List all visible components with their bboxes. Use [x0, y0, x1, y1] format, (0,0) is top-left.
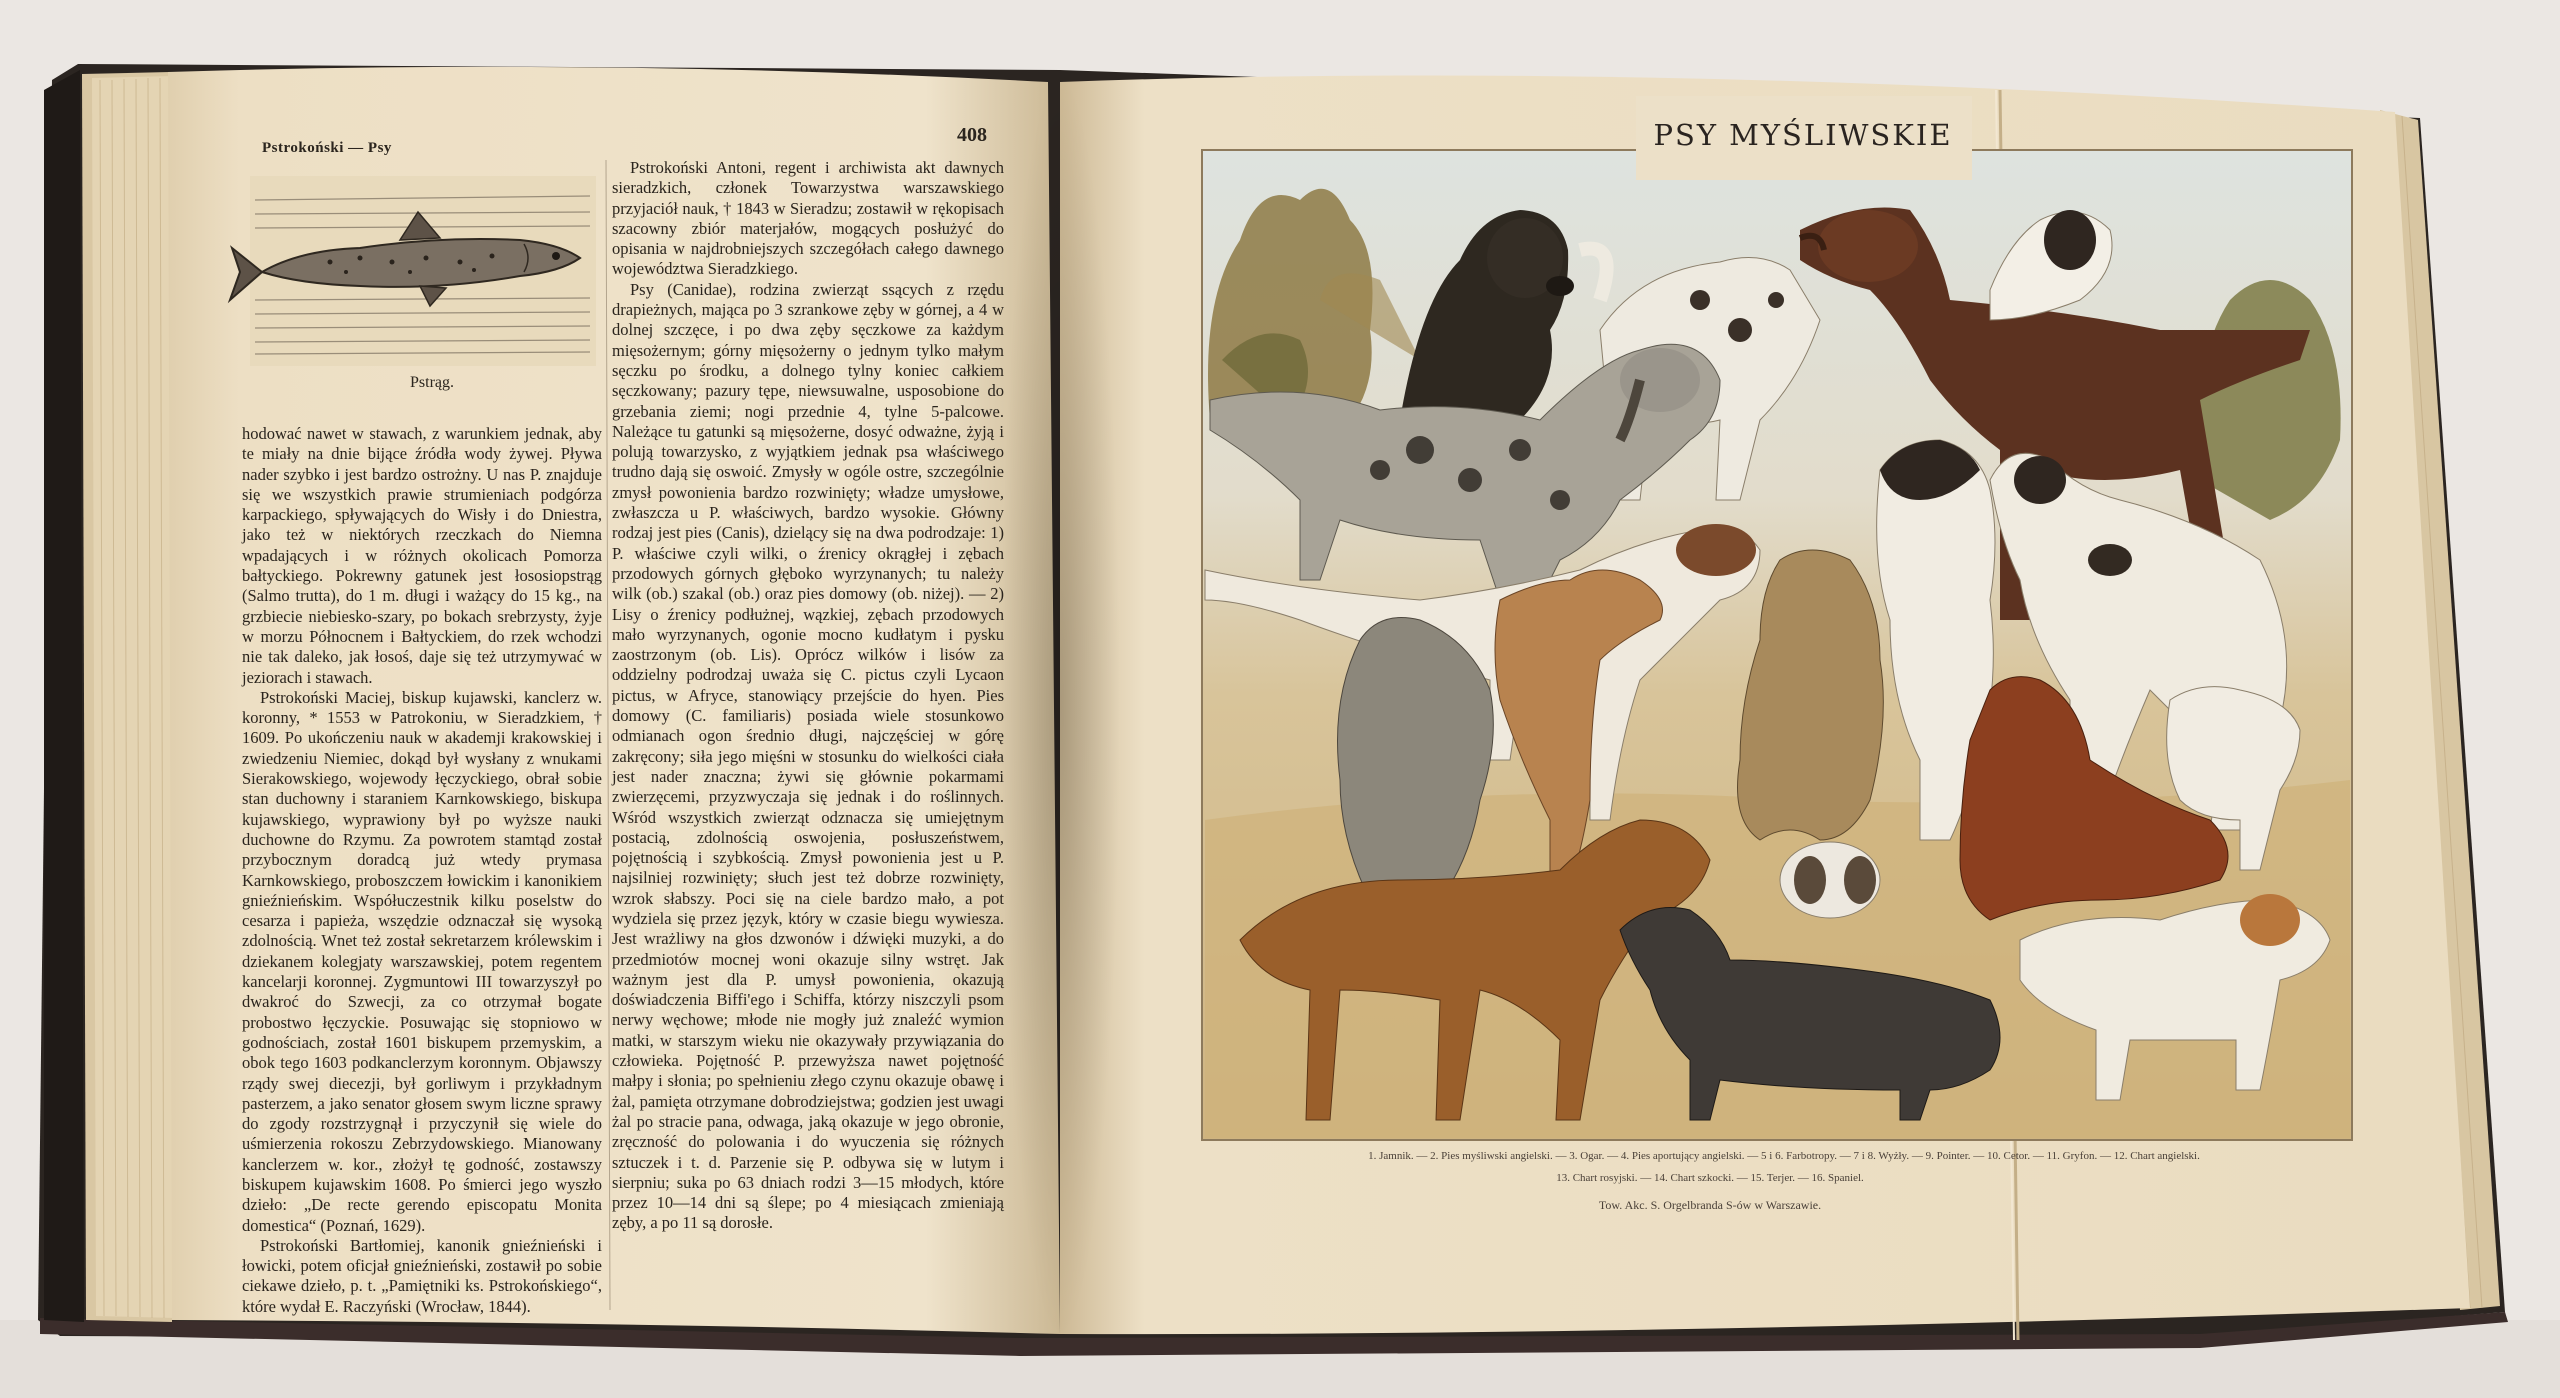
dog-hound-white-face [1780, 842, 1880, 918]
hunting-dogs-plate [1202, 96, 2352, 1140]
left-page-edges [82, 72, 176, 1322]
right-column-text [612, 158, 1004, 1308]
left-column-text [242, 424, 602, 1316]
plate-legend-line-1: 1. Jamnik. — 2. Pies myśliwski angielski. — 3. Ogar. — 4. Pies aportujący angielski. — 5 i 6. Farbotropy. — 7 i 8. Wyżły. — 9. Pointer. — 10. Cetor. — 11. Gryfon. — 12. Chart angielski. [1368, 1150, 2200, 1162]
page-number: 408 [957, 124, 987, 146]
plate-publisher: Tow. Akc. S. Orgelbranda S-ów w Warszawie. [1598, 1198, 1822, 1212]
trout-illustration [230, 176, 596, 366]
running-head: Pstrokoński — Psy [262, 140, 392, 156]
gutter-shadow [1000, 70, 1120, 1340]
paragraph-psy: Psy (Canidae), rodzina zwierząt ssących z rzędu drapieżnych, mająca po 3 szrankowe zęby w górnej, a 4 w dolnej szczęce, i po dwa zęby sęczkowe za każdym mięsożernym; górny mięsożerny o jednym tylko małym sęczku po środku, a dolnego tylny koniec całkiem sęczkowany; pazury tępe, niewsuwalne, usposobione do grzebania ziemi; nogi przednie 4, tylne 5-palcowe. Należące tu gatunki są mięsożerne, dosyć odważne, żyją i polują towarzysko, z wyjątkiem jednak psa właściwego trudno dają się oswoić. Zmysły w ogóle ostre, szczególnie zmysł powonienia bardzo rozwinięty; władze umysłowe, zwłaszcza u P. właściwych, bardzo wysokie. Główny rodzaj jest pies (Canis), dzielący się na dwa podrodzaje: 1) P. właściwe czyli wilki, o źrenicy okrągłej i zębach przodowych górnych głęboko wyrzynanych; tu należy wilk (ob.) szakal (ob.) oraz pies domowy (ob. niżej). — 2) Lisy o źrenicy podłużnej, wązkiej, zębach przodowych mało wyrzynanych, ogonie mocno kudłatym i pysku zaostrzonym (ob. Lis). Oprócz wilków i lisów za oddzielny podrodzaj uważa się C. pictus czyli Lycaon pictus, w Afryce, stanowiący przejście do hyen. Pies domowy (C. familiaris) posiada wiele stosunkowo odmianach ogon średnio długi, najczęściej w górę zakręcony; siła jego mięśni w stosunku do wielkości ciała jest nader znaczna; żywi się głównie pokarmami zwierzęcemi, przyzwyczaja się jednak i do roślinnych. Wśród wszystkich zwierząt odznacza się umiejętnym postacią, zdolnością oswojenia, posłuszeństwem, pojętnością i szybkością. Zmysł powonienia jest u P. najsilniej rozwinięty; słuch jest też dobrze rozwinięty, wzrok słabszy. Poci się na ciele bardzo mało, a pot wydziela się przez język, który w czasie biegu wywiesza. Jest wrażliwy na głos dzwonów i dźwięki muzyki, a do przedmiotów mocnej woni okazuje silny wstręt. Jak ważnym jest dla P. umysł powonienia, okazują doświadczenia Biffi'ego i Schiffa, którzy niszczyli psom nerwy węchowe; młode nie mogły już znaleźć wymion matki, w starszym wieku nie okazywały przywiązania do człowieka. Pojętność P. przewyższa nawet pojętność małpy i słonia; po spełnieniu złego czynu okazuje obawę i żal, pamięta otrzymane dobrodziejstwa; godzien jest uwagi żal po stracie pana, odwaga, jaką okazuje w jego obronie, zręczność do polowania i do wyuczenia się różnych sztuczek i t. d. Parzenie się P. odbywa się w lutym i sierpniu; suka po 63 dniach rodzi 3—15 młodych, które przez 10—14 dni są ślepe; po 4 miesiącach zmieniają zęby, a po 11 są dorosłe. [612, 279, 1004, 1233]
fish-caption: Pstrąg. [410, 374, 454, 391]
plate-title: PSY MYŚLIWSKIE [1653, 118, 1953, 152]
paragraph-antoni: Pstrokoński Antoni, regent i archiwista akt dawnych sieradzkich, członek Towarzystwa warszawskiego przyjaciół nauk, † 1843 w Sieradzu; zostawił w rękopisach szacowny zbiór materjałów, mogących posłużyć do opisania w najdrobniejszych szczegółach całego dawnego województwa Sieradzkiego. [612, 158, 1004, 279]
paragraph-bartlomiej: Pstrokoński Bartłomiej, kanonik gnieźnieński i łowicki, potem oficjał gnieźnieński, zostawił po sobie ciekawe dzieło, p. t. „Pamiętniki ks. Pstrokońskiego“, które wydał E. Raczyński (Wrocław, 1844). [242, 1235, 602, 1316]
paragraph-trout: hodować nawet w stawach, z warunkiem jednak, aby te miały na dnie bijące źródła wody żywej. Pływa nader szybko i jest bardzo ostrożny. U nas P. znajduje się we wszystkich prawie strumieniach podgórza karpackiego, spływających do Wisły i do Dniestra, jako też w niektórych rzeczkach do Niemna wpadających i w różnych okolicach Pomorza bałtyckiego. Pokrewny gatunek jest łososiopstrąg (Salmo trutta), do 1 m. długi i ważący do 15 kg., na grzbiecie niebiesko-szary, po bokach srebrzysty, żyje w morzu Północnem i Bałtyckiem, do rzek wchodzi nie tak daleko, jak łosoś, daje się też utrzymywać w jeziorach i stawach. [242, 424, 602, 687]
plate-legend-line-2: 13. Chart rosyjski. — 14. Chart szkocki. — 15. Terjer. — 16. Spaniel. [1556, 1172, 1864, 1184]
paragraph-maciej: Pstrokoński Maciej, biskup kujawski, kanclerz w. koronny, * 1553 w Patrokoniu, w Sieradzkiem, † 1609. Po ukończeniu nauk w akademji krakowskiej i zwiedzeniu Niemiec, dokąd był wysłany z wnukami Sierakowskiego, wojewody łęczyckiego, obrał sobie stan duchowny i staraniem Karnkowskiego, biskupa kujawskiego, wyprawiony był po wyższe nauki duchowne do Rzymu. Za powrotem stamtąd został przybocznym doradcą już wtedy prymasa Karnkowskiego, proboszczem łowickim i kanonikiem gnieźnieńskim. Współuczestnik kilku poselstw do cesarza i papieża, wszędzie odznaczał się wysoką zdolnością. Wnet też został sekretarzem królewskim i dziekanem kolegjaty warszawskiej, potem regentem kancelarji koronnej. Zygmuntowi III towarzyszył po dwakroć do Szwecji, za co otrzymał bogate probostwo łęczyckie. Posuwając się stopniowo w godnościach, został 1601 biskupem przemyskim, a obok tego 1603 podkanclerzym koronnym. Objawszy rządy swej diecezji, był gorliwym i przykładnym pasterzem, a jako senator głosem swym liczne sprawy do zgody rozstrzygnął i przyczynił się wiele do uśmierzenia rokoszu Zebrzydowskiego. Mianowany kanclerzem w. kor., złożył tę godność, zostawszy biskupem kujawskim 1608. Po śmierci jego wyszło dzieło: „De recte gerendo episcopatu Monita domestica“ (Poznań, 1629). [242, 687, 602, 1235]
